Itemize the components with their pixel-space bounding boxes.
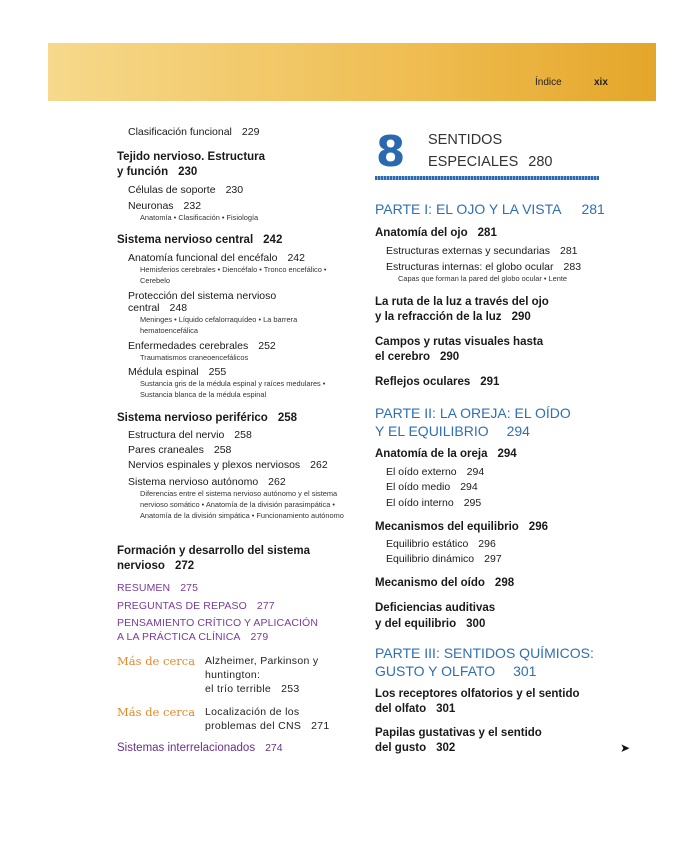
toc-entry[interactable]: Protección del sistema nervioso <box>128 290 277 302</box>
toc-entry[interactable]: Equilibrio estático 296 <box>386 538 496 550</box>
page-number: xix <box>594 77 608 88</box>
toc-subtopics: Capas que forman la pared del globo ocular • Lente <box>398 274 567 283</box>
toc-section-heading-cont[interactable]: y del equilibrio 300 <box>375 618 486 630</box>
toc-entry[interactable]: Nervios espinales y plexos nerviosos 262 <box>128 459 328 471</box>
toc-section-heading-cont[interactable]: el cerebro 290 <box>375 351 460 363</box>
toc-entry[interactable]: Estructuras internas: el globo ocular 283 <box>386 261 582 273</box>
toc-section-heading[interactable]: Mecanismo del oído 298 <box>375 577 515 589</box>
toc-section-heading[interactable]: Anatomía de la oreja 294 <box>375 448 517 460</box>
toc-part-heading[interactable]: PARTE I: EL OJO Y LA VISTA 281 <box>375 201 605 217</box>
toc-part-heading[interactable]: PARTE II: LA OREJA: EL OÍDO Y EL EQUILIBRIO 294 <box>375 405 571 439</box>
toc-section-heading-cont[interactable]: del olfato 301 <box>375 703 456 715</box>
toc-subtopics: Anatomía • Clasificación • Fisiología <box>140 213 259 222</box>
toc-section-heading[interactable]: Papilas gustativas y el sentido <box>375 727 542 739</box>
toc-sistemas-interrelacionados[interactable]: Sistemas interrelacionados 274 <box>117 742 283 754</box>
toc-entry[interactable]: Estructura del nervio 258 <box>128 429 252 441</box>
toc-section-heading[interactable]: Anatomía del ojo 281 <box>375 227 497 239</box>
toc-section-heading[interactable]: Campos y rutas visuales hasta <box>375 336 544 348</box>
toc-entry[interactable]: Clasificación funcional 229 <box>128 126 260 138</box>
toc-entry[interactable]: Estructuras externas y secundarias 281 <box>386 245 578 257</box>
chapter-rule <box>375 176 599 180</box>
toc-part-heading[interactable]: PARTE III: SENTIDOS QUÍMICOS: GUSTO Y OLFATO 301 <box>375 645 594 679</box>
toc-entry[interactable]: Anatomía funcional del encéfalo 242 <box>128 252 305 264</box>
toc-entry[interactable]: Médula espinal 255 <box>128 366 227 378</box>
toc-section-heading-cont[interactable]: y la refracción de la luz 290 <box>375 311 531 323</box>
toc-pensamiento[interactable]: PENSAMIENTO CRÍTICO Y APLICACIÓN <box>117 617 318 629</box>
toc-subtopics: Hemisferios cerebrales • Diencéfalo • Tronco encefálico • Cerebelo <box>140 265 327 285</box>
toc-subtopics: Diferencias entre el sistema nervioso autónomo y el sistema nervioso somático • Anatomía de la división parasimpática • Anatomía de la división simpática • Funcionamiento autónomo <box>140 489 344 520</box>
toc-section-heading-cont[interactable]: nervioso 272 <box>117 560 195 572</box>
toc-entry[interactable]: Sistema nervioso autónomo 262 <box>128 476 286 488</box>
mas-de-cerca-desc[interactable]: Alzheimer, Parkinson y huntington: el trío terrible 253 <box>205 655 319 695</box>
toc-section-heading[interactable]: Mecanismos del equilibrio 296 <box>375 521 548 533</box>
toc-section-heading[interactable]: Reflejos oculares 291 <box>375 376 500 388</box>
toc-entry[interactable]: Neuronas 232 <box>128 200 202 212</box>
toc-subtopics: Traumatismos craneoencefálicos <box>140 353 249 362</box>
toc-entry[interactable]: Equilibrio dinámico 297 <box>386 553 502 565</box>
header-band <box>48 43 656 101</box>
arrow-right-icon: ➤ <box>620 741 631 755</box>
toc-section-heading[interactable]: Deficiencias auditivas <box>375 602 496 614</box>
running-head-section: Índice <box>535 77 562 88</box>
toc-preguntas[interactable]: PREGUNTAS DE REPASO 277 <box>117 600 275 612</box>
toc-section-heading-cont[interactable]: del gusto 302 <box>375 742 456 754</box>
toc-pensamiento-cont[interactable]: A LA PRÁCTICA CLÍNICA 279 <box>117 631 269 643</box>
mas-de-cerca-tag: Más de cerca <box>117 654 196 668</box>
toc-entry[interactable]: El oído interno 295 <box>386 497 482 509</box>
chapter-number: 8 <box>376 127 406 176</box>
toc-entry[interactable]: Pares craneales 258 <box>128 444 232 456</box>
toc-section-heading[interactable]: Sistema nervioso periférico 258 <box>117 412 298 424</box>
toc-section-heading[interactable]: Formación y desarrollo del sistema <box>117 545 311 557</box>
mas-de-cerca-tag: Más de cerca <box>117 705 196 719</box>
toc-entry[interactable]: Células de soporte 230 <box>128 184 244 196</box>
toc-entry[interactable]: Enfermedades cerebrales 252 <box>128 340 276 352</box>
toc-entry[interactable]: El oído medio 294 <box>386 481 478 493</box>
toc-section-heading[interactable]: La ruta de la luz a través del ojo <box>375 296 549 308</box>
mas-de-cerca-desc[interactable]: Localización de los problemas del CNS 271 <box>205 706 330 732</box>
toc-entry[interactable]: El oído externo 294 <box>386 466 485 478</box>
toc-section-heading-cont[interactable]: y función 230 <box>117 166 198 178</box>
chapter-title[interactable]: SENTIDOS ESPECIALES 280 <box>428 132 553 170</box>
toc-entry-cont[interactable]: central 248 <box>128 302 188 314</box>
toc-section-heading[interactable]: Tejido nervioso. Estructura <box>117 151 266 163</box>
toc-subtopics: Meninges • Líquido cefalorraquídeo • La barrera hematoencefálica <box>140 315 298 335</box>
toc-section-heading[interactable]: Sistema nervioso central 242 <box>117 234 283 246</box>
toc-section-heading[interactable]: Los receptores olfatorios y el sentido <box>375 688 580 700</box>
toc-resumen[interactable]: RESUMEN 275 <box>117 582 199 594</box>
toc-subtopics: Sustancia gris de la médula espinal y raíces medulares • Sustancia blanca de la médula espinal <box>140 379 326 399</box>
